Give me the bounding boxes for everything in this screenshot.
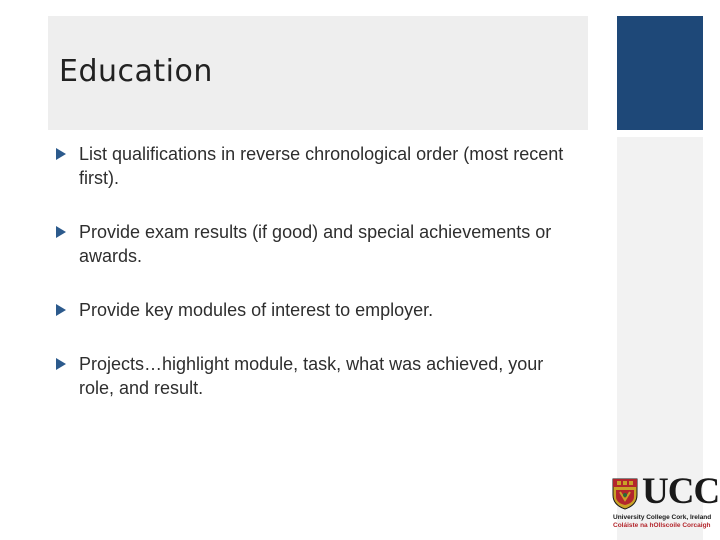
logo-wordmark: UCC [642,471,720,512]
triangle-bullet-icon [56,148,66,160]
accent-block [617,16,703,130]
triangle-bullet-icon [56,226,66,238]
triangle-bullet-icon [56,304,66,316]
bullet-item [54,352,574,400]
logo-tagline-irish: Coláiste na hOllscoile Corcaigh [613,522,711,529]
bullet-item [54,220,574,268]
bullet-text: List qualifications in reverse chronological order (most recent first). [79,144,564,188]
bullet-text: Provide exam results (if good) and special achievements or awards. [79,222,552,266]
slide-title: Education [59,54,213,89]
bullet-list [54,142,574,400]
ucc-logo [612,471,720,532]
bullet-text: Projects…highlight module, task, what was achieved, your role, and result. [79,354,544,398]
bullet-item [54,298,574,322]
logo-tagline-english: University College Cork, Ireland [613,514,712,521]
bullet-item [54,142,574,190]
title-band [48,16,588,130]
triangle-bullet-icon [56,358,66,370]
crest-icon [612,478,638,510]
bullet-text: Provide key modules of interest to employer. [79,300,434,320]
